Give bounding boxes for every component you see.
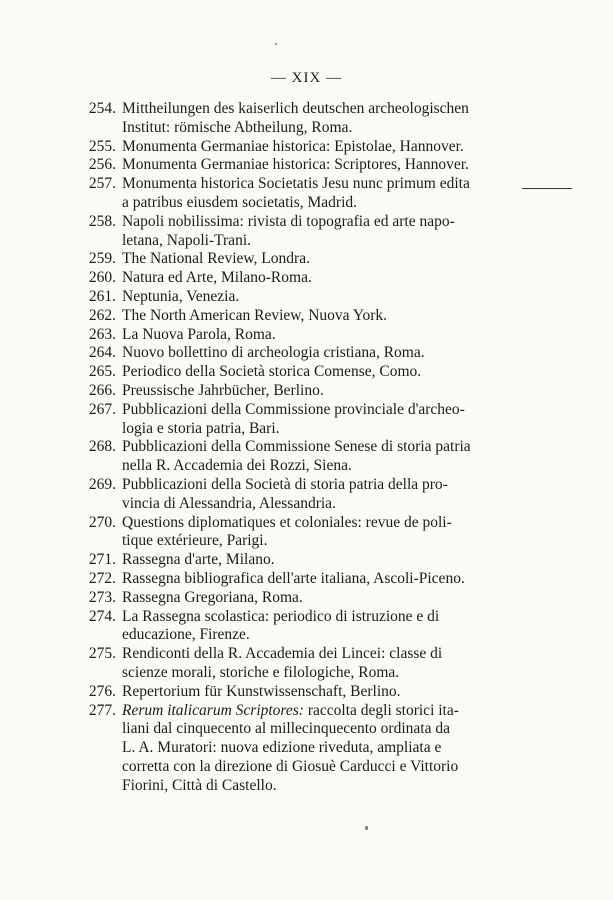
entry-line: Monumenta Germaniae historica: Epistolae, Hannover. bbox=[122, 137, 464, 155]
entry-line: educazione, Firenze. bbox=[122, 626, 250, 644]
entry-text bbox=[122, 138, 504, 157]
entry-line: L. A. Muratori: nuova edizione riveduta, ampliata e bbox=[122, 739, 442, 757]
entry-line: La Nuova Parola, Roma. bbox=[122, 325, 276, 343]
entry-line: Fiorini, Città di Castello. bbox=[122, 776, 277, 794]
entry-line: raccolta degli storici ita- bbox=[303, 701, 459, 719]
entry-text bbox=[122, 213, 504, 251]
entry-text bbox=[122, 702, 504, 796]
bibliography-entry bbox=[82, 100, 504, 138]
entry-text bbox=[122, 156, 504, 175]
entry-number: 277. bbox=[88, 701, 116, 719]
entry-line: Repertorium für Kunstwissenschaft, Berlino. bbox=[122, 682, 401, 700]
bibliography-entry bbox=[82, 363, 504, 382]
entry-line: Natura ed Arte, Milano-Roma. bbox=[122, 269, 312, 287]
paper-speck bbox=[275, 43, 277, 45]
entry-line: corretta con la direzione di Giosuè Carducci e Vittorio bbox=[122, 757, 459, 775]
bibliography-entry bbox=[82, 288, 504, 307]
bibliography-entry bbox=[82, 213, 504, 251]
entry-line: La Rassegna scolastica: periodico di istruzione e di bbox=[122, 607, 440, 625]
entry-text bbox=[122, 363, 504, 382]
page-header: — XIX — bbox=[270, 70, 343, 86]
entry-text bbox=[122, 514, 504, 552]
entry-number: 257. bbox=[88, 175, 116, 193]
entry-text bbox=[122, 551, 504, 570]
entry-number: 260. bbox=[88, 269, 116, 287]
entry-number: 262. bbox=[88, 306, 116, 324]
entry-line: liani dal cinquecento al millecinquecento ordinata da bbox=[122, 720, 450, 738]
bibliography-entry bbox=[82, 307, 504, 326]
entry-number: 267. bbox=[88, 400, 116, 418]
entry-number: 261. bbox=[88, 287, 116, 305]
bibliography-entry bbox=[82, 608, 504, 646]
entry-text bbox=[122, 288, 504, 307]
entry-text bbox=[122, 401, 504, 439]
bibliography-entry bbox=[82, 382, 504, 401]
bibliography-entry bbox=[82, 476, 504, 514]
entry-line: a patribus eiusdem societatis, Madrid. bbox=[122, 193, 358, 211]
bibliography-entry bbox=[82, 438, 504, 476]
bibliography-entry bbox=[82, 344, 504, 363]
entry-number: 274. bbox=[88, 607, 116, 625]
entry-text bbox=[122, 269, 504, 288]
bibliography-entry bbox=[82, 269, 504, 288]
entry-line: The North American Review, Nuova York. bbox=[122, 306, 388, 324]
bibliography-entry bbox=[82, 250, 504, 269]
entry-number: 265. bbox=[88, 363, 116, 381]
entry-line: Nuovo bollettino di archeologia cristiana, Roma. bbox=[122, 344, 425, 362]
entry-line: letana, Napoli-Trani. bbox=[122, 231, 251, 249]
entry-number: 273. bbox=[88, 588, 116, 606]
entry-number: 264. bbox=[88, 344, 116, 362]
entry-line: Rassegna d'arte, Milano. bbox=[122, 551, 275, 569]
entry-line: Neptunia, Venezia. bbox=[122, 287, 240, 305]
entry-text bbox=[122, 589, 504, 608]
entry-number: 275. bbox=[88, 645, 116, 663]
entry-line: Institut: römische Abtheilung, Roma. bbox=[122, 118, 353, 136]
entry-text bbox=[122, 683, 504, 702]
entry-line: Periodico della Società storica Comense, Como. bbox=[122, 363, 422, 381]
bibliography-entry bbox=[82, 551, 504, 570]
entry-number: 258. bbox=[88, 212, 116, 230]
entry-line: Rendiconti della R. Accademia dei Lincei: classe di bbox=[122, 645, 443, 663]
bibliography-entry bbox=[82, 570, 504, 589]
bibliography-entry bbox=[82, 401, 504, 439]
entry-text bbox=[122, 645, 504, 683]
entry-line: vincia di Alessandria, Alessandria. bbox=[122, 494, 336, 512]
entry-number: 271. bbox=[88, 551, 116, 569]
entry-number: 255. bbox=[88, 137, 116, 155]
entry-line: Monumenta historica Societatis Jesu nunc primum edita bbox=[122, 175, 470, 193]
margin-rule-mark bbox=[522, 188, 572, 189]
entry-line: The National Review, Londra. bbox=[122, 250, 310, 268]
entry-text bbox=[122, 570, 504, 589]
entry-line: logia e storia patria, Bari. bbox=[122, 419, 280, 437]
entry-text bbox=[122, 608, 504, 646]
bibliography-entry bbox=[82, 683, 504, 702]
bibliography-entry bbox=[82, 326, 504, 345]
entry-text bbox=[122, 326, 504, 345]
entry-number: 269. bbox=[88, 475, 116, 493]
bibliography-entry bbox=[82, 138, 504, 157]
bibliography-entry bbox=[82, 175, 504, 213]
entry-text bbox=[122, 175, 504, 213]
entry-text bbox=[122, 250, 504, 269]
entry-line: Pubblicazioni della Società di storia patria della pro- bbox=[122, 475, 448, 493]
entry-number: 270. bbox=[88, 513, 116, 531]
entry-line: tique extérieure, Parigi. bbox=[122, 532, 268, 550]
bibliography-entry bbox=[82, 645, 504, 683]
bibliography-entry bbox=[82, 156, 504, 175]
entry-number: 256. bbox=[88, 156, 116, 174]
entry-number: 272. bbox=[88, 569, 116, 587]
entry-text bbox=[122, 307, 504, 326]
entry-line: Pubblicazioni della Commissione provinciale d'archeo- bbox=[122, 400, 465, 418]
entry-line: Mittheilungen des kaiserlich deutschen archeologischen bbox=[122, 100, 469, 117]
entry-line: scienze morali, storiche e filologiche, Roma. bbox=[122, 663, 400, 681]
entry-number: 268. bbox=[88, 438, 116, 456]
entry-number: 259. bbox=[88, 250, 116, 268]
entry-line: Rassegna Gregoriana, Roma. bbox=[122, 588, 303, 606]
entry-text bbox=[122, 438, 504, 476]
entry-line: Questions diplomatiques et coloniales: revue de poli- bbox=[122, 513, 452, 531]
bibliography-entry bbox=[82, 589, 504, 608]
bibliography-entry bbox=[82, 702, 504, 796]
entry-line: Rassegna bibliografica dell'arte italiana, Ascoli-Piceno. bbox=[122, 569, 465, 587]
entry-line: Monumenta Germaniae historica: Scriptores, Hannover. bbox=[122, 156, 469, 174]
entry-line: Pubblicazioni della Commissione Senese di storia patria bbox=[122, 438, 471, 456]
entry-number: 254. bbox=[88, 100, 116, 117]
paper-speck bbox=[365, 826, 368, 830]
entry-line: nella R. Accademia dei Rozzi, Siena. bbox=[122, 457, 352, 475]
entry-text bbox=[122, 476, 504, 514]
entry-text bbox=[122, 344, 504, 363]
entry-text bbox=[122, 382, 504, 401]
entry-text bbox=[122, 100, 504, 138]
entry-line: Napoli nobilissima: rivista di topografia ed arte napo- bbox=[122, 212, 455, 230]
entry-number: 276. bbox=[88, 682, 116, 700]
entry-number: 263. bbox=[88, 325, 116, 343]
entry-number: 266. bbox=[88, 381, 116, 399]
entry-line: Preussische Jahrbücher, Berlino. bbox=[122, 381, 324, 399]
bibliography-entry bbox=[82, 514, 504, 552]
entry-title-italic: Rerum italicarum Scriptores: bbox=[122, 701, 304, 719]
bibliography-list bbox=[82, 100, 504, 795]
